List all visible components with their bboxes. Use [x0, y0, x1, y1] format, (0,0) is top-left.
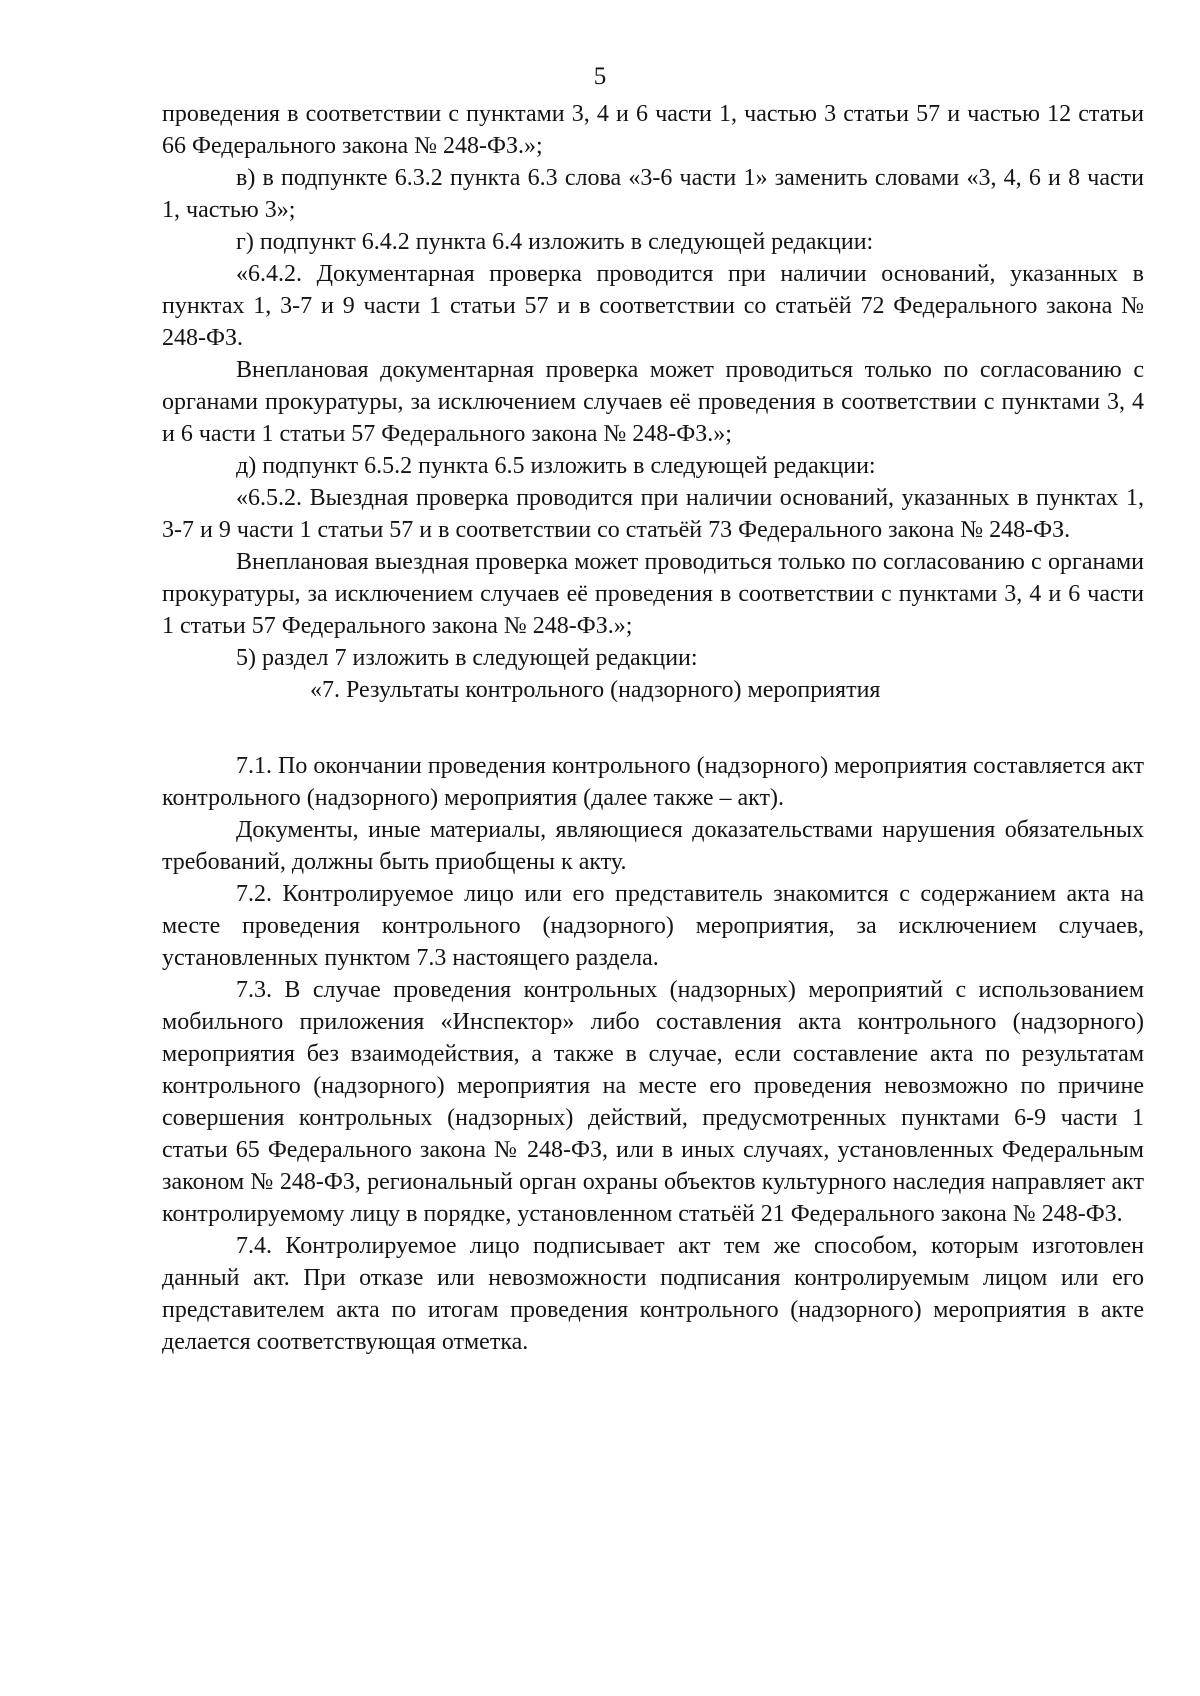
paragraph-item-v: в) в подпункте 6.3.2 пункта 6.3 слова «3-6 части 1» заменить словами «3, 4, 6 и 8 части 1, частью 3»;: [162, 165, 1144, 223]
document-body: [162, 98, 1144, 1358]
paragraph-item-g: г) подпункт 6.4.2 пункта 6.4 изложить в следующей редакции:: [236, 229, 874, 255]
section-heading: «7. Результаты контрольного (надзорного) мероприятия: [310, 677, 881, 703]
paragraph-item-5: 5) раздел 7 изложить в следующей редакции:: [236, 645, 698, 671]
paragraph-6-5-2: «6.5.2. Выездная проверка проводится при наличии оснований, указанных в пунктах 1, 3-7 и 9 части 1 статьи 57 и в соответствии со статьёй 73 Федерального закона № 248-ФЗ.: [162, 485, 1144, 543]
paragraph-7-3: 7.3. В случае проведения контрольных (надзорных) мероприятий с использованием мобильного приложения «Инспектор» либо составления акта контрольного (надзорного) мероприятия без взаимодействия, а также в случае, если составление акта по результатам контрольного (надзорного) мероприятия на месте его проведения невозможно по причине совершения контрольных (надзорных) действий, предусмотренных пунктами 6-9 части 1 статьи 65 Федерального закона № 248-ФЗ, или в иных случаях, установленных Федеральным законом № 248-ФЗ, региональный орган охраны объектов культурного наследия направляет акт контролируемому лицу в порядке, установленном статьёй 21 Федерального закона № 248-ФЗ.: [162, 977, 1144, 1227]
page-number: 5: [593, 63, 607, 90]
paragraph-7-4: 7.4. Контролируемое лицо подписывает акт тем же способом, которым изготовлен данный акт. При отказе или невозможности подписания контролируемым лицом или его представителем акта по итогам проведения контрольного (надзорного) мероприятия в акте делается соответствующая отметка.: [162, 1233, 1144, 1355]
paragraph-6-4-2: «6.4.2. Документарная проверка проводится при наличии оснований, указанных в пунктах 1, 3-7 и 9 части 1 статьи 57 и в соответствии со статьёй 72 Федерального закона № 248-ФЗ.: [162, 261, 1144, 351]
paragraph-7-1: 7.1. По окончании проведения контрольного (надзорного) мероприятия составляется акт контрольного (надзорного) мероприятия (далее также – акт).: [162, 753, 1144, 811]
paragraph-item-d: д) подпункт 6.5.2 пункта 6.5 изложить в следующей редакции:: [236, 453, 876, 479]
section-gap: [162, 706, 1144, 750]
paragraph-continuation: проведения в соответствии с пунктами 3, 4 и 6 части 1, частью 3 статьи 57 и частью 12 статьи 66 Федерального закона № 248-ФЗ.»;: [162, 101, 1144, 159]
paragraph-documents: Документы, иные материалы, являющиеся доказательствами нарушения обязательных требований, должны быть приобщены к акту.: [162, 817, 1144, 875]
paragraph-unplanned-documentary: Внеплановая документарная проверка может проводиться только по согласованию с органами прокуратуры, за исключением случаев её проведения в соответствии с пунктами 3, 4 и 6 части 1 статьи 57 Федерального закона № 248-ФЗ.»;: [162, 357, 1144, 447]
paragraph-unplanned-onsite: Внеплановая выездная проверка может проводиться только по согласованию с органами прокуратуры, за исключением случаев её проведения в соответствии с пунктами 3, 4 и 6 части 1 статьи 57 Федерального закона № 248-ФЗ.»;: [162, 549, 1144, 639]
paragraph-7-2: 7.2. Контролируемое лицо или его представитель знакомится с содержанием акта на месте проведения контрольного (надзорного) мероприятия, за исключением случаев, установленных пунктом 7.3 настоящего раздела.: [162, 881, 1144, 971]
